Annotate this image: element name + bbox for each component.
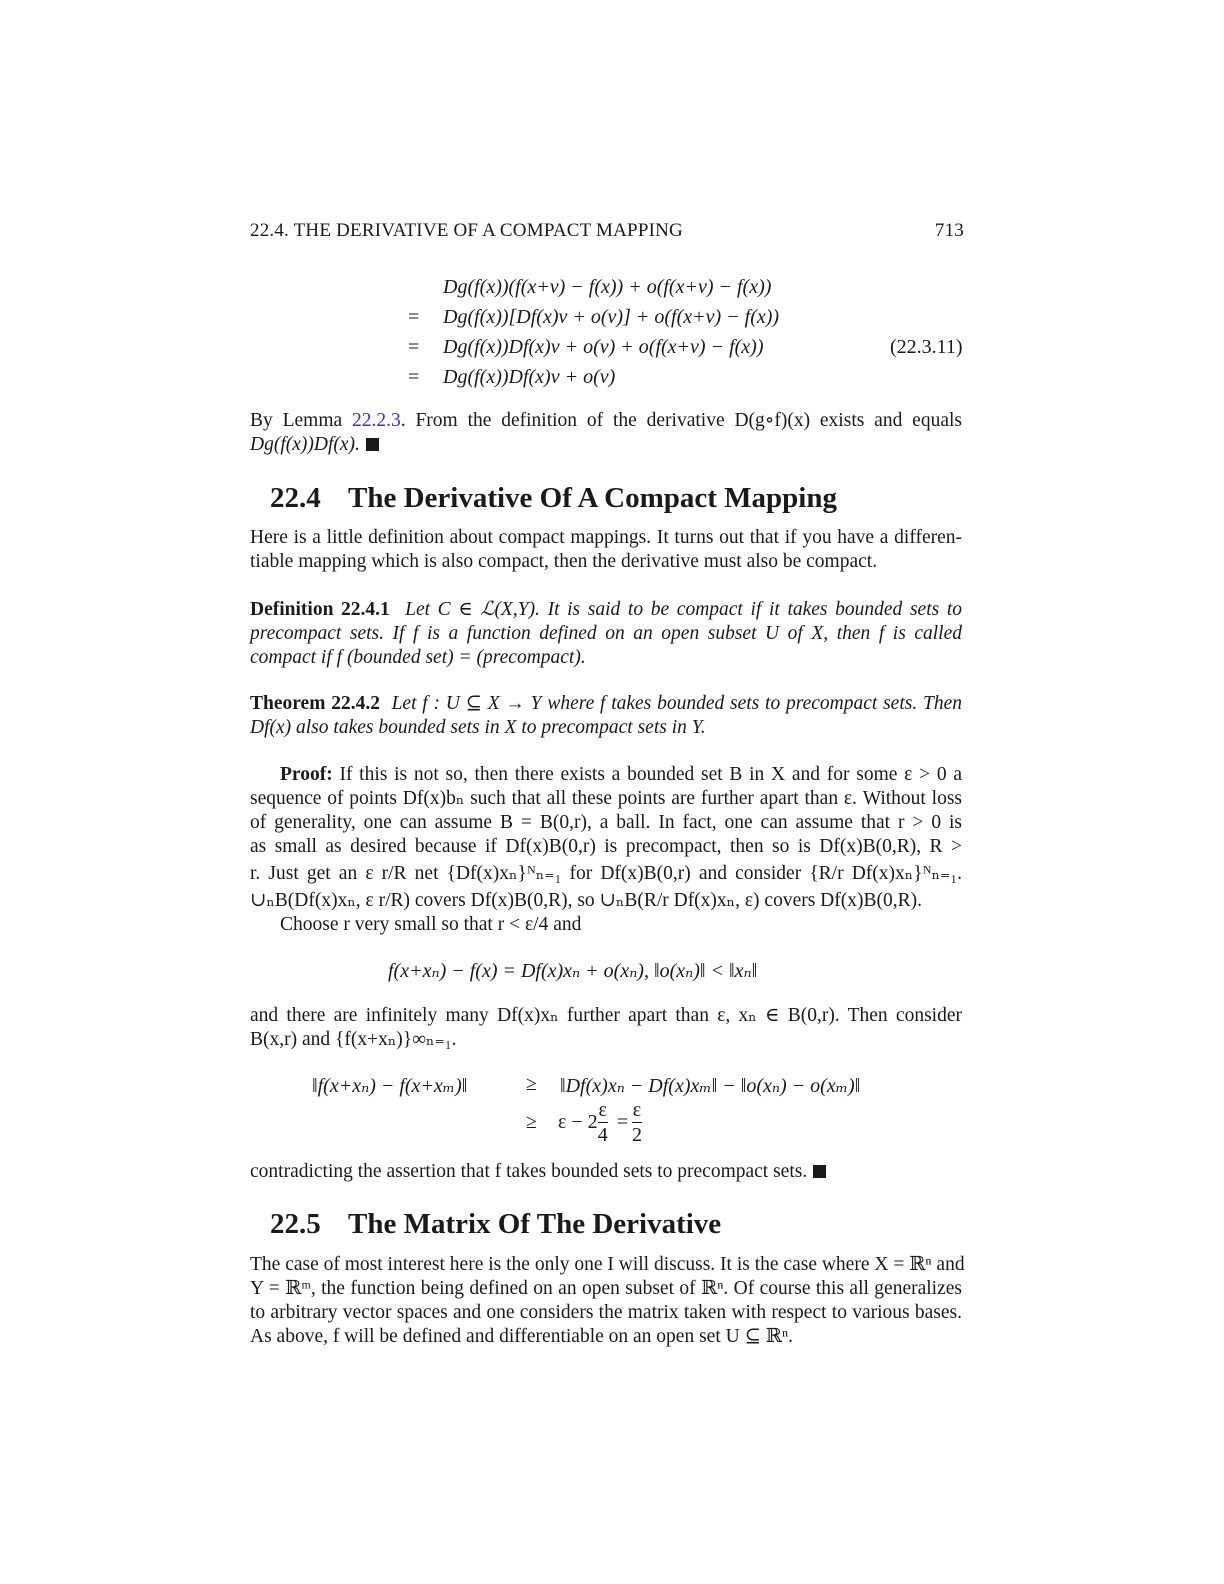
lemma-paragraph: By Lemma 22.2.3. From the definition of the derivative D(g∘f)(x) exists and equals Dg(f(x))Df(x). <box>250 410 962 455</box>
section-heading-22-5: 22.5 The Matrix Of The Derivative <box>270 1208 722 1240</box>
qed-square-icon <box>366 438 379 451</box>
theorem-block: Theorem 22.4.2 Let f : U ⊆ X → Y where f takes bounded sets to precompact sets. Then Df(x) also takes bounded sets in X to precompact sets in Y. <box>250 693 962 738</box>
fraction: $\frac{\varepsilon}{4}$ <box>597 1099 608 1146</box>
equation-number: (22.3.11) <box>890 336 963 358</box>
proof-block: Proof: If this is not so, then there exists a bounded set B in X and for some ε > 0 a sequence of points Df(x)bₙ such that all these points are further apart than ε. Without loss of generality, one can assume B = B(0,r), a ball. In fact, one can assume that r > 0 is as small as desired because if Df(x)B(0,r) is precompact, then so is Df(x)B(0,R), R > r. Just get an ε r/R net {Df(x)xₙ}ᴺₙ₌₁ for Df(x)B(0,r) and consider {R/r Df(x)xₙ}ᴺₙ₌₁. ∪ₙB(Df(x)xₙ, ε r/R) covers Df(x)B(0,R), so ∪ₙB(R/r Df(x)xₙ, ε) covers Df(x)B(0,R). Choose r very small so that r < ε/4 and <box>250 764 962 935</box>
definition-label: Definition 22.4.1 <box>250 599 390 620</box>
proof-display-equation: f(x+xₙ) − f(x) = Df(x)xₙ + o(xₙ), ‖o(xₙ)‖ < ‖xₙ‖ <box>388 960 758 982</box>
theorem-label: Theorem 22.4.2 <box>250 693 380 714</box>
page-number: 713 <box>934 220 964 241</box>
page: 22.4. THE DERIVATIVE OF A COMPACT MAPPING 713 Dg(f(x))(f(x+v) − f(x)) + o(f(x+v) − f(x)) = Dg(f(x))[Df(x)v + o(v)] + o(f(x+v) − f(x)) = Dg(f(x))Df(x)v + o(v) + o(f(x+v) − f(x)) (22.3.11) = Dg(f(x))Df(x)v + o(v) By Lemma 22.2.3. From the definition of the derivative D(g∘f)(x) exists and equals Dg(f(x))Df(x). 22.4 The Derivative Of A Compact Mapping Here is a little definition about compact mappings. It turns out that if you have a differen- tiable mapping which is also compact, then the derivative must also be compact. Definition 22.4.1 Let C ∈ ℒ(X,Y). It is said to be compact if it takes bounded sets to precompact sets. If f is a function defined on an open subset U of X, then f is called compact if f (bounded set) = (precompact). Theorem 22.4.2 Let f : U ⊆ X → Y where f takes bounded sets to precompact sets. Then Df(x) also takes bounded sets in X to precompact sets in Y. Proof: If this is not so, then there exists a bounded set B in X and for some ε > 0 a sequence of points Df(x)bₙ such that all these points are further apart than ε. Without loss of generality, one can assume B = B(0,r), a ball. In fact, one can assume that r > 0 is as small as desired because if Df(x)B(0,r) is precompact, then so is Df(x)B(0,R), R > r. Just get an ε r/R net {Df(x)xₙ}ᴺₙ₌₁ for Df(x)B(0,r) and consider {R/r Df(x)xₙ}ᴺₙ₌₁. ∪ₙB(Df(x)xₙ, ε r/R) covers Df(x)B(0,R), so ∪ₙB(R/r Df(x)xₙ, ε) covers Df(x)B(0,R). Choose r very small so that r < ε/4 and f(x+xₙ) − f(x) = Df(x)xₙ + o(xₙ), ‖o(xₙ)‖ < ‖xₙ‖ and there are infinitely many Df(x)xₙ further apart than ε, xₙ ∈ B(0,r). Then consider B(x,r) and {f(x+xₙ)}∞ₙ₌₁. ‖f(x+xₙ) − f(x+xₘ)‖ ≥ ‖Df(x)xₙ − Df(x)xₘ‖ − ‖o(xₙ) − o(xₘ)‖ ≥ ε − 2 $\frac{\varepsilon}{4}$ = $\frac{\varepsilon}{2}$ contradicting the assertion that f takes bounded sets to precompact sets. 22.5 The Matrix Of The Derivative The case of most interest here is the only one I will discuss. It is the case where X = ℝⁿ and Y = ℝᵐ, the function being defined on an open subset of ℝⁿ. Of course this all generalizes to arbitrary vector spaces and one considers the matrix taken with respect to various bases. As above, f will be defined and differentiable on an open set U ⊆ ℝⁿ. <box>250 220 965 1347</box>
fraction: $\frac{\varepsilon}{2}$ <box>631 1099 642 1146</box>
proof-conclusion: contradicting the assertion that f takes bounded sets to precompact sets. <box>250 1160 962 1184</box>
inequality-rhs: ‖Df(x)xₙ − Df(x)xₘ‖ − ‖o(xₙ) − o(xₘ)‖ <box>560 1075 861 1097</box>
proof-label: Proof: <box>280 764 333 785</box>
proof-continuation: and there are infinitely many Df(x)xₙ further apart than ε, xₙ ∈ B(0,r). Then consider B(x,r) and {f(x+xₙ)}∞ₙ₌₁. <box>250 1005 962 1050</box>
running-header-title: 22.4. THE DERIVATIVE OF A COMPACT MAPPING <box>250 220 683 241</box>
inequality-relation: ≥ <box>526 1073 537 1095</box>
inequality-relation: ≥ <box>526 1111 537 1133</box>
definition-block: Definition 22.4.1 Let C ∈ ℒ(X,Y). It is said to be compact if it takes bounded sets to precompact sets. If f is a function defined on an open subset U of X, then f is called compact if f (bounded set) = (precompact). <box>250 599 963 668</box>
inequality-lhs: ‖f(x+xₙ) − f(x+xₘ)‖ <box>312 1075 468 1097</box>
section-intro-paragraph: Here is a little definition about compact mappings. It turns out that if you have a differen- tiable mapping which is also compact, then the derivative must also be compact. <box>250 527 962 572</box>
section-heading-22-4: 22.4 The Derivative Of A Compact Mapping <box>270 482 837 514</box>
inequality-rhs-2: ε − 2 $\frac{\varepsilon}{4}$ = $\frac{\varepsilon}{2}$ <box>558 1099 642 1146</box>
qed-square-icon <box>813 1165 826 1178</box>
lemma-reference-link[interactable]: 22.2.3 <box>352 410 401 431</box>
section-22-5-paragraph: The case of most interest here is the only one I will discuss. It is the case where X = ℝⁿ and Y = ℝᵐ, the function being defined on an open subset of ℝⁿ. Of course this all generalizes to arbitrary vector spaces and one considers the matrix taken with respect to various bases. As above, f will be defined and differentiable on an open set U ⊆ ℝⁿ. <box>250 1254 965 1347</box>
